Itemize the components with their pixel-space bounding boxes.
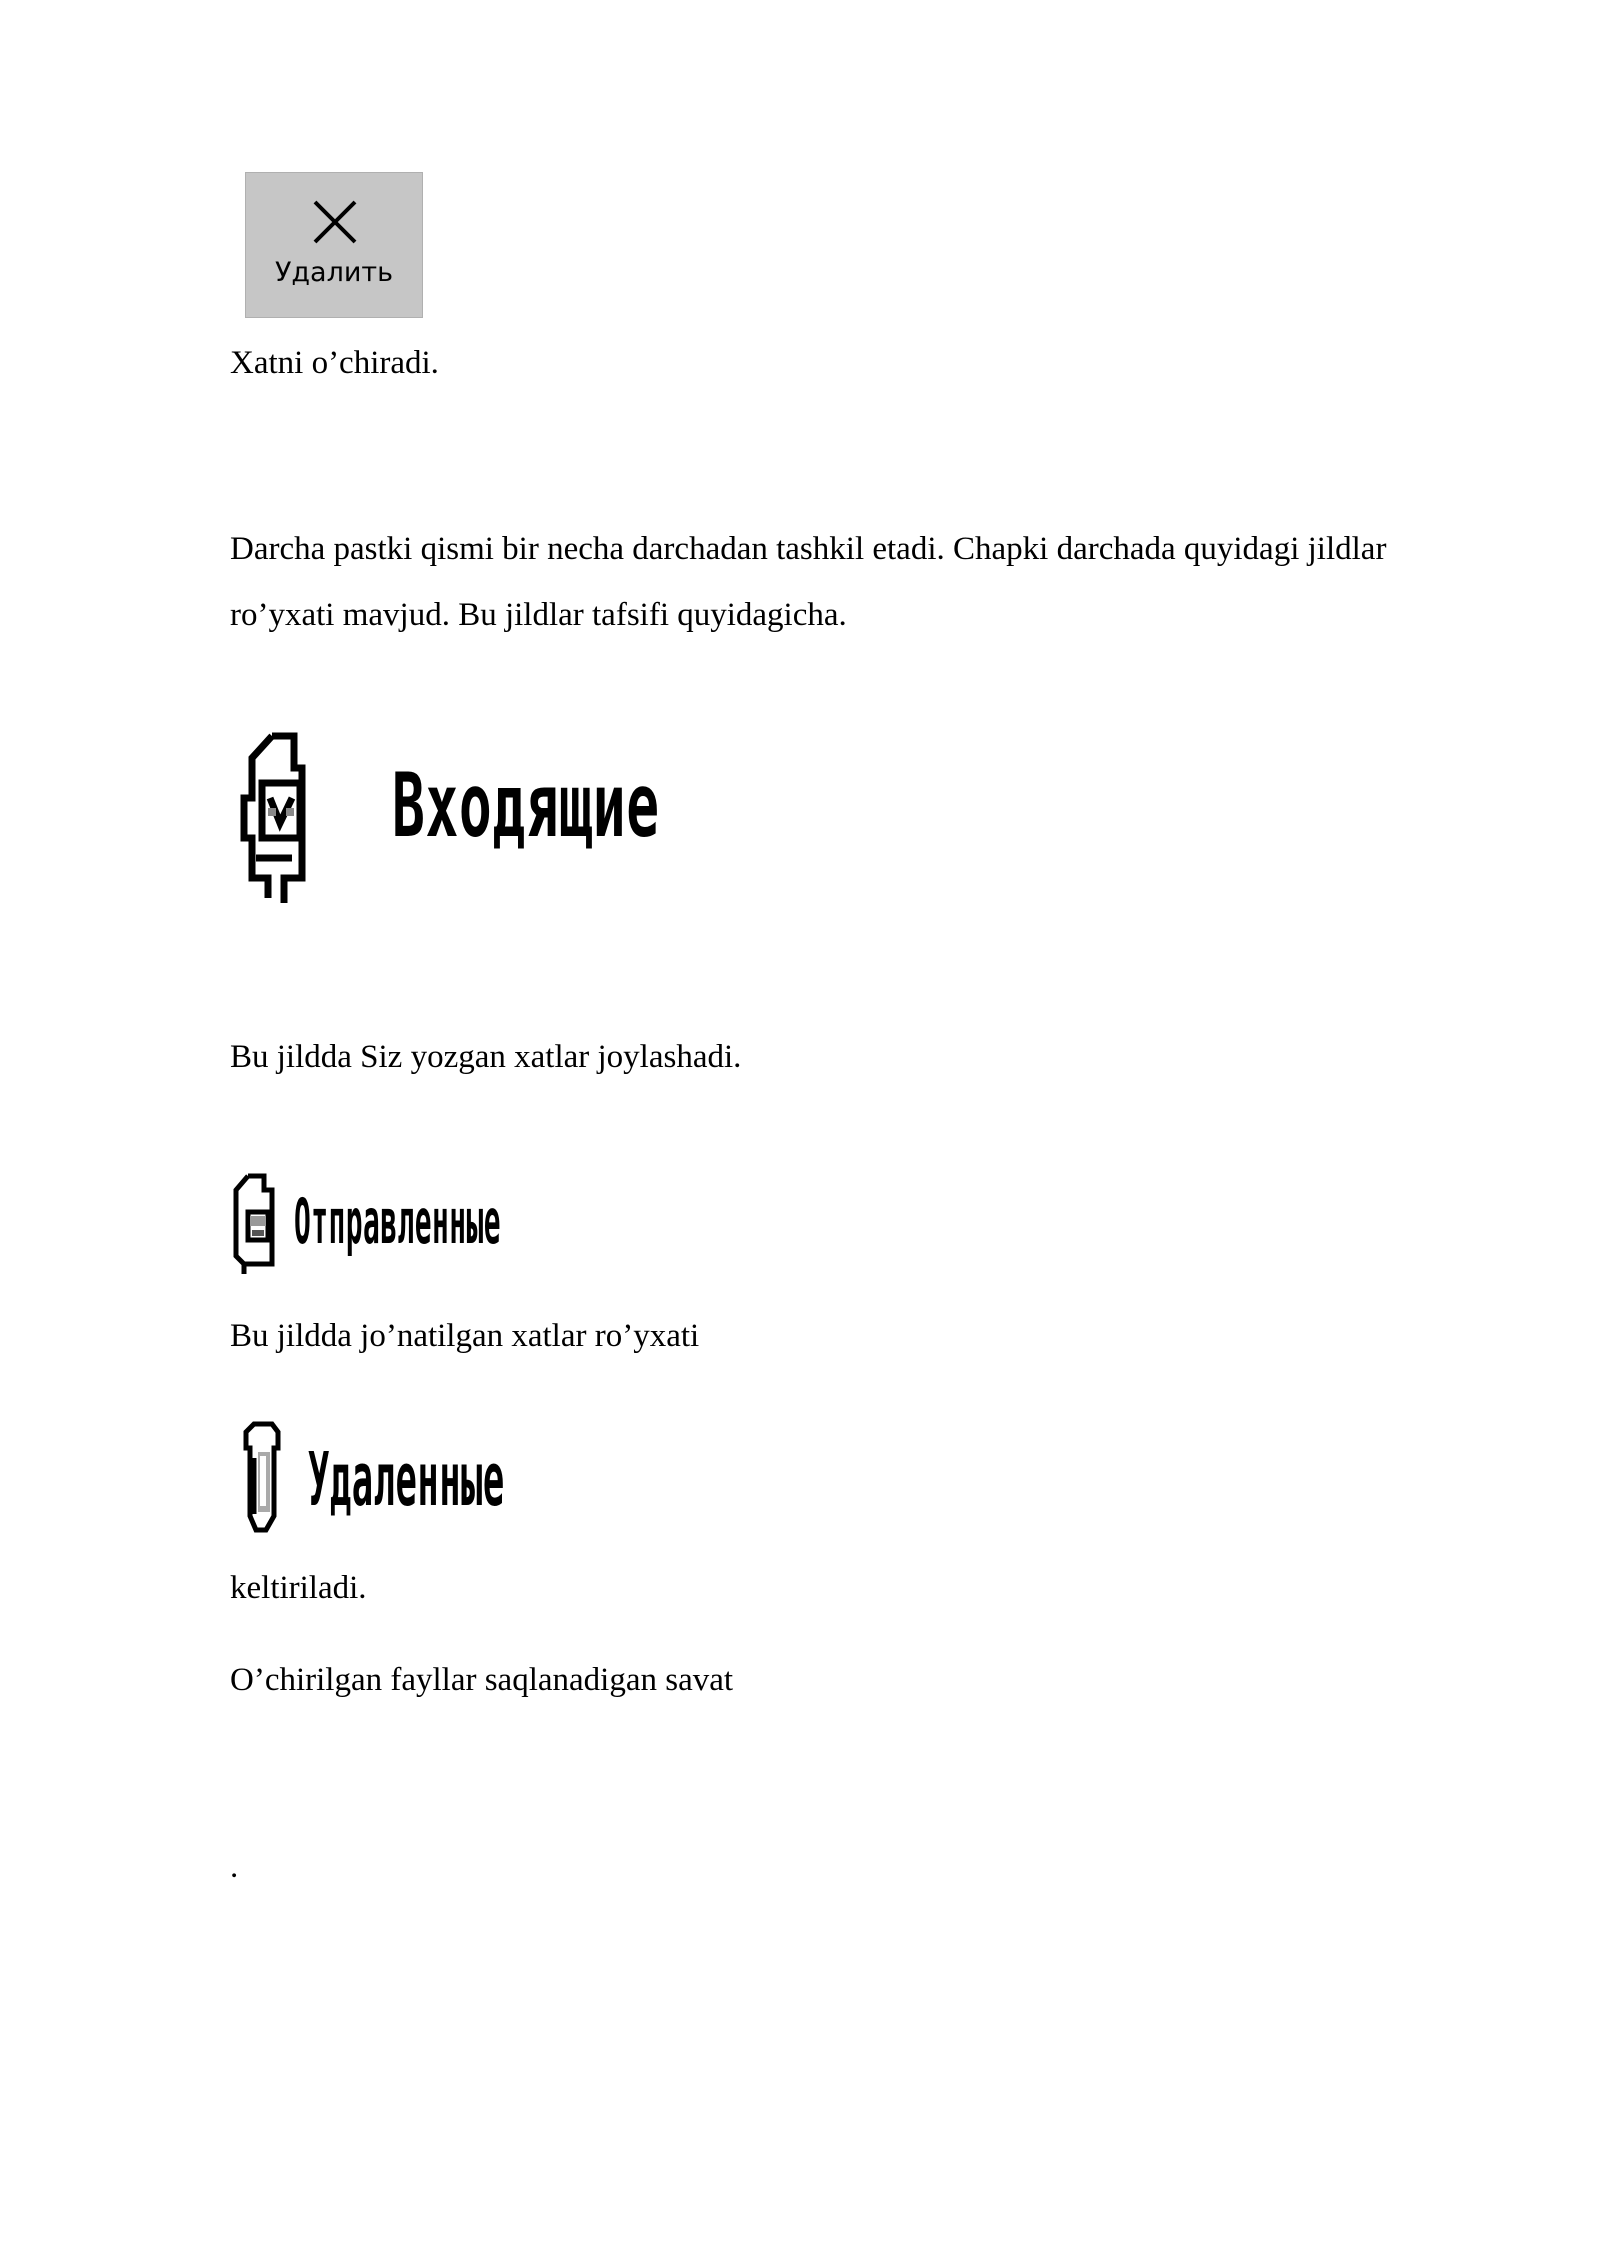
- delete-button[interactable]: [245, 172, 423, 318]
- deleted-description-1: keltiriladi.: [230, 1570, 367, 1606]
- close-x-icon: [310, 197, 360, 247]
- trailing-period: .: [230, 1849, 239, 1885]
- sent-description: Bu jildda jo’natilgan xatlar ro’yxati: [230, 1318, 700, 1354]
- folder-deleted: [240, 1418, 540, 1540]
- folder-inbox: [232, 728, 752, 913]
- deleted-description-2: O’chirilgan fayllar saqlanadigan savat: [230, 1662, 734, 1698]
- folder-inbox-label: Входящие: [392, 754, 660, 857]
- delete-button-label: Удалить: [274, 257, 394, 288]
- outbox-icon: [230, 1168, 286, 1280]
- inbox-tray-icon: [232, 728, 332, 913]
- inbox-description: Bu jildda Siz yozgan xatlar joylashadi.: [230, 1039, 742, 1075]
- window-description: Darcha pastki qismi bir necha darchadan tashkil etadi. Chapki darchada quyidagi jildlar ro’yxati mavjud. Bu jildlar tafsifi quyidagicha.: [230, 531, 1387, 633]
- folder-deleted-label: Удаленные: [308, 1437, 505, 1523]
- trash-bin-icon: [240, 1418, 290, 1540]
- delete-description: Xatni o’chiradi.: [230, 345, 439, 381]
- folder-sent: [230, 1168, 550, 1280]
- folder-sent-label: Отправленные: [294, 1185, 501, 1258]
